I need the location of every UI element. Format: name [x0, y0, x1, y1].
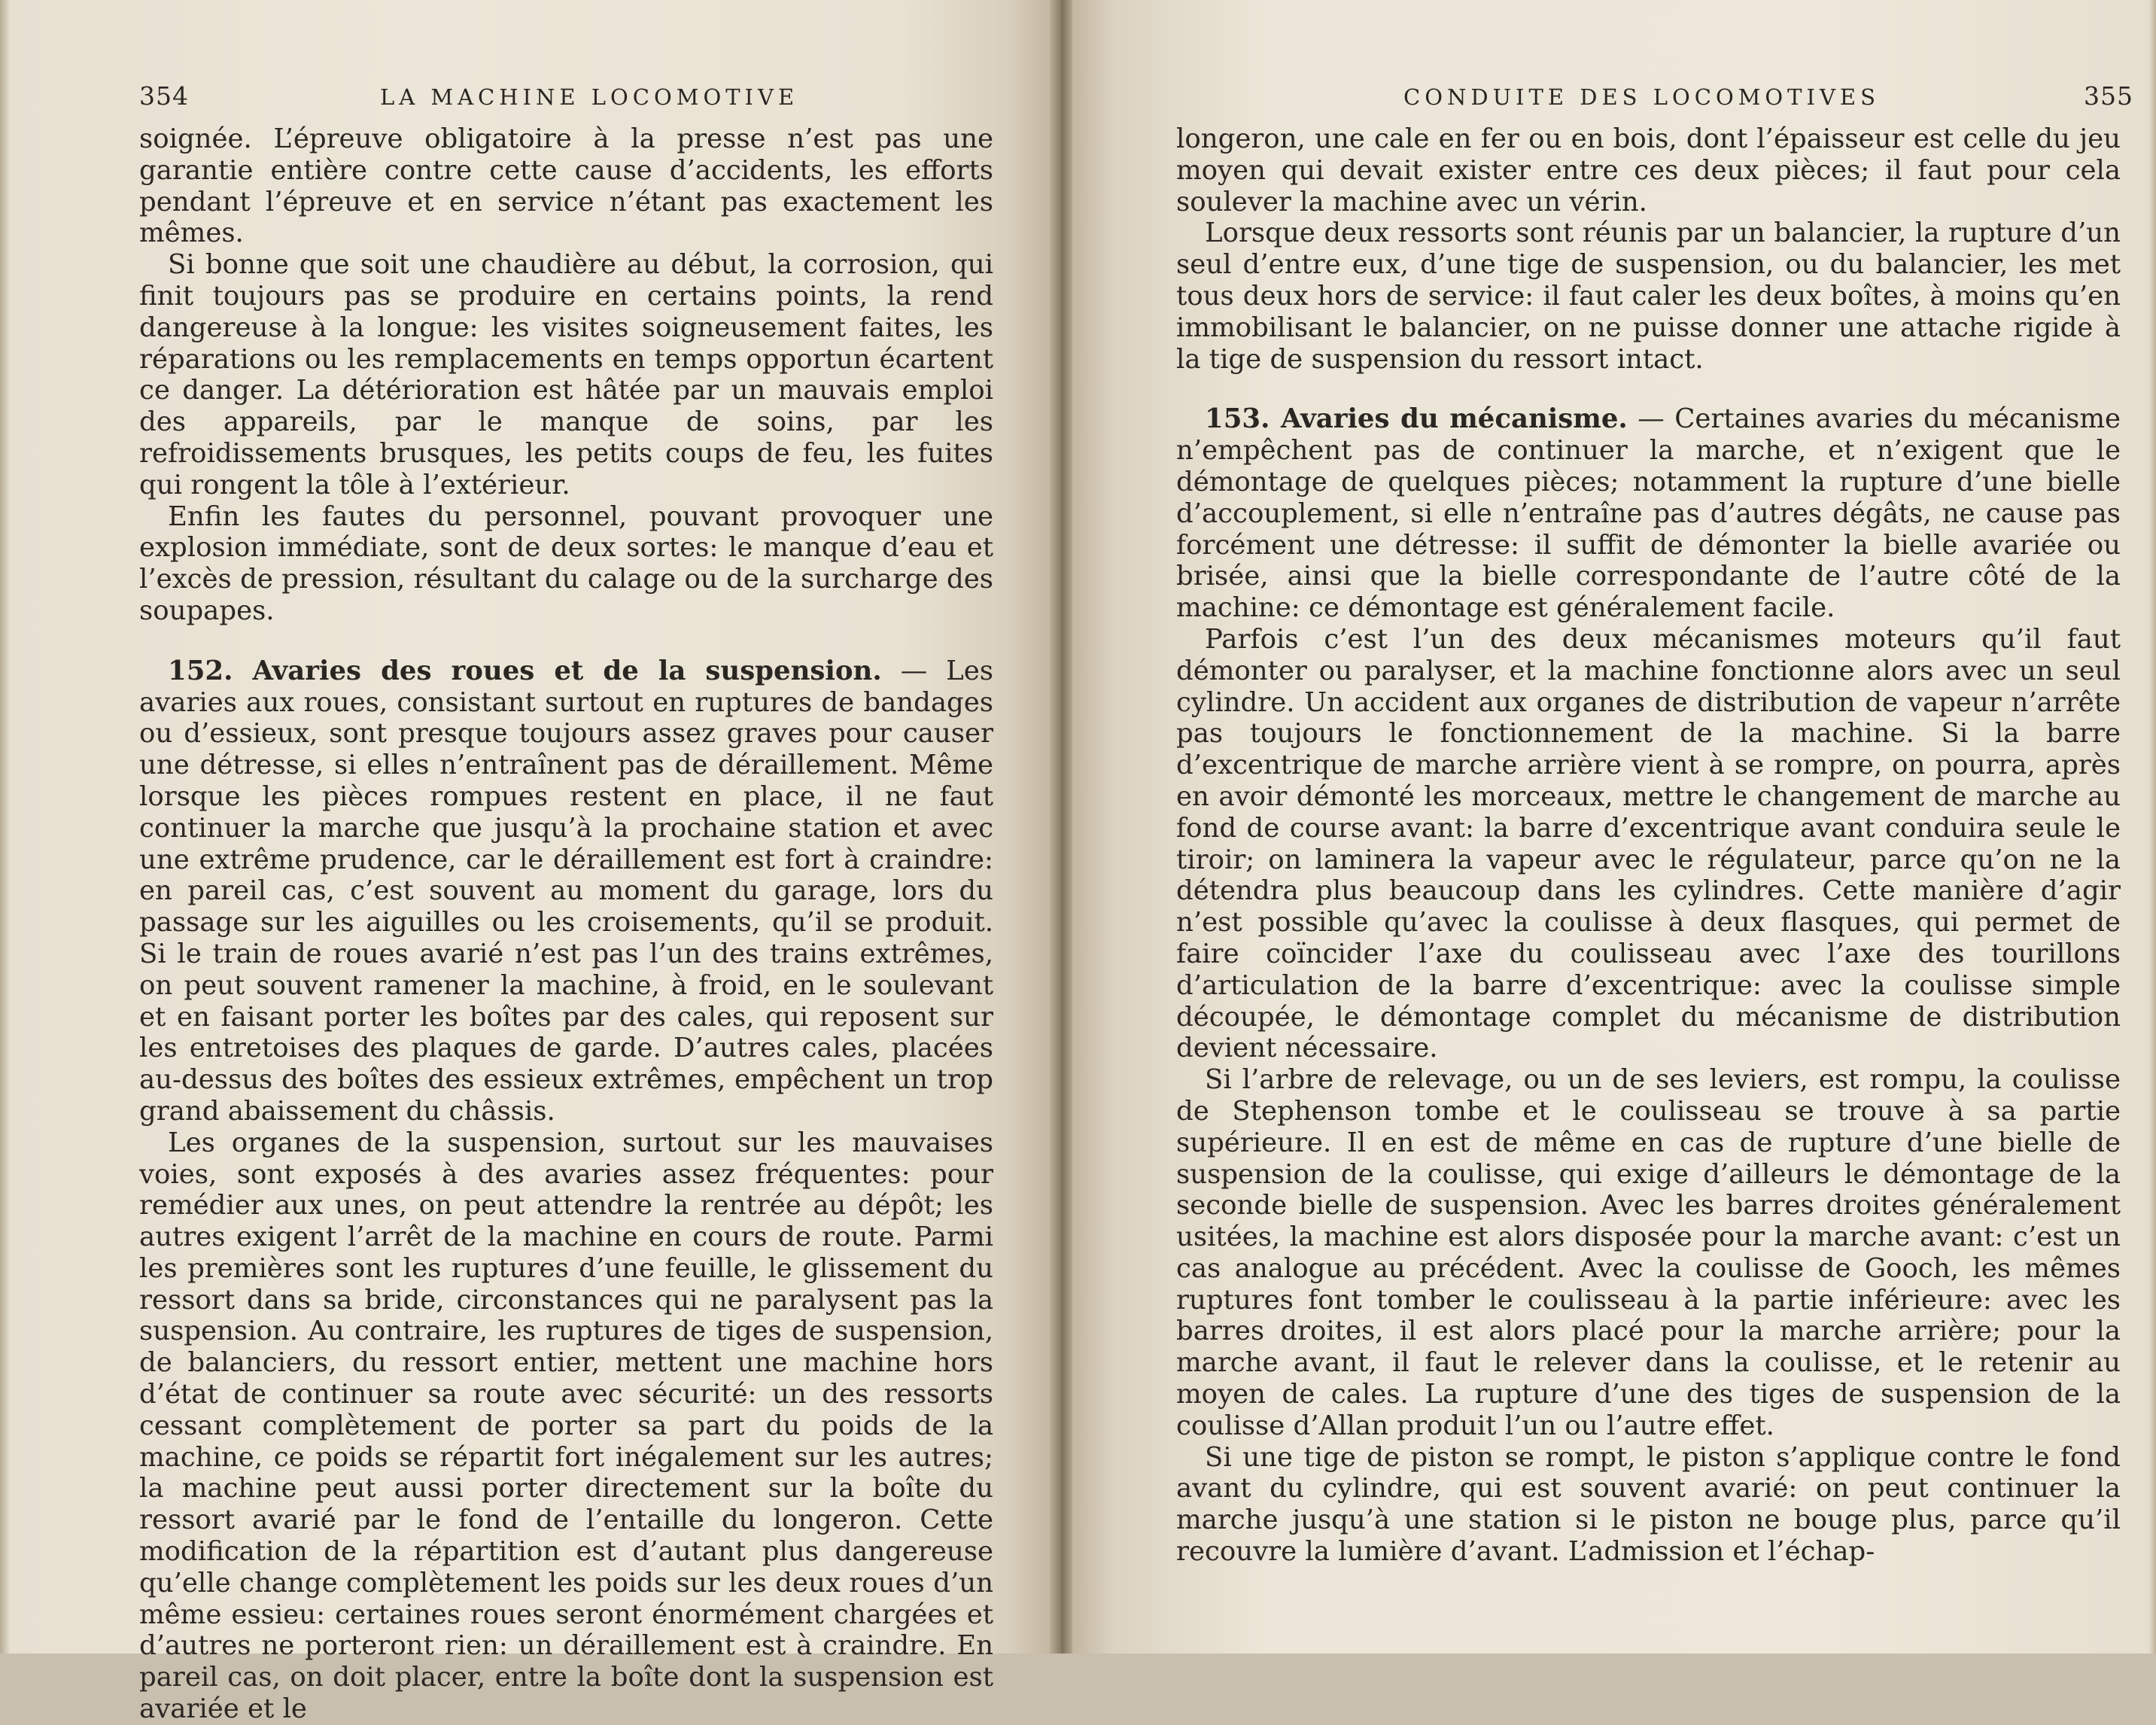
- paragraph: soignée. L’épreuve obligatoire à la presse n’est pas une garantie entière contre cette cause d’accidents, les efforts pendant l’épreuve et en service n’étant pas exactement les mêmes.: [139, 123, 993, 249]
- section-text: — Les avaries aux roues, consistant surtout en ruptures de bandages ou d’essieux, sont presque toujours assez graves pour causer une détresse, si elles n’entraînent pas de déraillement. Même lorsque les pièces rompues restent en place, il ne faut continuer la marche que jusqu’à la prochaine station et avec une extrême prudence, car le déraillement est fort à craindre: en pareil cas, c’est souvent au moment du garage, lors du passage sur les aiguilles ou les croisements, qu’il se produit. Si le train de roues avarié n’est pas l’un des trains extrêmes, on peut souvent ramener la machine, à froid, en le soulevant et en faisant porter les boîtes par des cales, qui reposent sur les entretoises des plaques de garde. D’autres cales, placées au-dessus des boîtes des essieux extrêmes, empêchent un trop grand abaissement du châssis.: [139, 655, 993, 1127]
- right-page: [1072, 0, 2156, 1654]
- paragraph: Si bonne que soit une chaudière au début, la corrosion, qui finit toujours pas se produire en certains points, la rend dangereuse à la longue: les visites soigneusement faites, les réparations ou les remplacements en temps opportun écartent ce danger. La détérioration est hâtée par un mauvais emploi des appareils, par le manque de soins, par les refroidissements brusques, les petits coups de feu, les fuites qui rongent la tôle à l’extérieur.: [139, 249, 993, 500]
- running-head: LA MACHINE LOCOMOTIVE: [380, 84, 799, 110]
- section-text: — Certaines avaries du mécanisme n’empêchent pas de continuer la marche, et n’exigent que le démontage de quelques pièces; notamment la rupture d’une bielle d’accouplement, si elle n’entraîne pas d’autres dégâts, ne cause pas forcément une détresse: il suffit de démonter la bielle avariée ou brisée, ainsi que la bielle correspondante de l’autre côté de la machine: ce démontage est généralement facile.: [1176, 403, 2121, 624]
- paragraph: Enfin les fautes du personnel, pouvant provoquer une explosion immédiate, sont de deux sortes: le manque d’eau et l’excès de pression, résultant du calage ou de la surcharge des soupapes.: [139, 500, 993, 626]
- left-page-header: [139, 81, 997, 111]
- page-number: 354: [139, 81, 189, 111]
- section-heading: 152. Avaries des roues et de la suspension.: [168, 655, 882, 686]
- paragraph: Les organes de la suspension, surtout sur les mauvaises voies, sont exposés à des avaries assez fréquentes: pour remédier aux unes, on peut attendre la rentrée au dépôt; les autres exigent l’arrêt de la machine en cours de route. Parmi les premières sont les ruptures d’une feuille, le glissement du ressort dans sa bride, circonstances qui ne paralysent pas la suspension. Au contraire, les ruptures de tiges de suspension, de balanciers, du ressort entier, mettent une machine hors d’état de continuer sa route avec sécurité: un des ressorts cessant complètement de porter sa part du poids de la machine, ce poids se répartit fort inégalement sur les autres; la machine peut aussi porter directement sur la boîte du ressort avarié par le fond de l’entaille du longeron. Cette modification de la répartition est d’autant plus dangereuse qu’elle change complètement les poids sur les deux roues d’un même essieu: certaines roues seront énormément chargées et d’autres ne porteront rien: un déraillement est à craindre. En pareil cas, on doit placer, entre la boîte dont la suspension est avariée et le: [139, 1127, 993, 1725]
- running-head: CONDUITE DES LOCOMOTIVES: [1403, 84, 1880, 110]
- section-heading: 153. Avaries du mécanisme.: [1205, 403, 1628, 435]
- paragraph: Lorsque deux ressorts sont réunis par un balancier, la rupture d’un seul d’entre eux, d’une tige de suspension, ou du balancier, les met tous deux hors de service: il faut caler les deux boîtes, à moins qu’en immobilisant le balancier, on ne puisse donner une attache rigide à la tige de suspension du ressort intact.: [1176, 218, 2121, 375]
- right-page-body: [1176, 123, 2121, 1568]
- left-page-body: [139, 123, 993, 1725]
- paragraph: Parfois c’est l’un des deux mécanismes moteurs qu’il faut démonter ou paralyser, et la machine fonctionne alors avec un seul cylindre. Un accident aux organes de distribution de vapeur n’arrête pas toujours le fonctionnement de la machine. Si la barre d’excentrique de marche arrière vient à se rompre, on pourra, après en avoir démonté les morceaux, mettre le changement de marche au fond de course avant: la barre d’excentrique avant conduira seule le tiroir; on laminera la vapeur avec le régulateur, parce qu’on ne la détendra plus beaucoup dans les cylindres. Cette manière d’agir n’est possible qu’avec la coulisse à deux flasques, qui permet de faire coïncider l’axe du coulisseau avec l’axe des tourillons d’articulation de la barre d’excentrique: avec la coulisse simple découpée, le démontage complet du mécanisme de distribution devient nécessaire.: [1176, 623, 2121, 1064]
- book-gutter: [1050, 0, 1072, 1654]
- paragraph: longeron, une cale en fer ou en bois, dont l’épaisseur est celle du jeu moyen qui devait exister entre ces deux pièces; il faut pour cela soulever la machine avec un vérin.: [1176, 123, 2121, 218]
- right-page-header: [1403, 81, 2133, 111]
- page-edge-shadow: [2148, 0, 2156, 1654]
- paragraph: Si une tige de piston se rompt, le piston s’applique contre le fond avant du cylindre, qui est souvent avarié: on peut continuer la marche jusqu’à une station si le piston ne bouge plus, parce qu’il recouvre la lumière d’avant. L’admission et l’échap-: [1176, 1441, 2121, 1568]
- page-number: 355: [2084, 81, 2133, 111]
- section-153: [1176, 403, 2121, 624]
- paragraph: Si l’arbre de relevage, ou un de ses leviers, est rompu, la coulisse de Stephenson tombe et le coulisseau se trouve à sa partie supérieure. Il en est de même en cas de rupture d’une bielle de suspension de la coulisse, qui exige d’ailleurs le démontage de la seconde bielle de suspension. Avec les barres droites généralement usitées, la machine est alors disposée pour la marche avant: c’est un cas analogue au précédent. Avec la coulisse de Gooch, les mêmes ruptures font tomber le coulisseau à la partie inférieure: avec les barres droites, il est alors placé pour la marche arrière; pour la marche avant, il faut le relever dans la coulisse, et le retenir au moyen de cales. La rupture d’une des tiges de suspension de la coulisse d’Allan produit l’un ou l’autre effet.: [1176, 1064, 2121, 1441]
- page-edge-shadow: [0, 0, 11, 1654]
- left-page: [0, 0, 1050, 1725]
- section-152: [139, 656, 993, 1127]
